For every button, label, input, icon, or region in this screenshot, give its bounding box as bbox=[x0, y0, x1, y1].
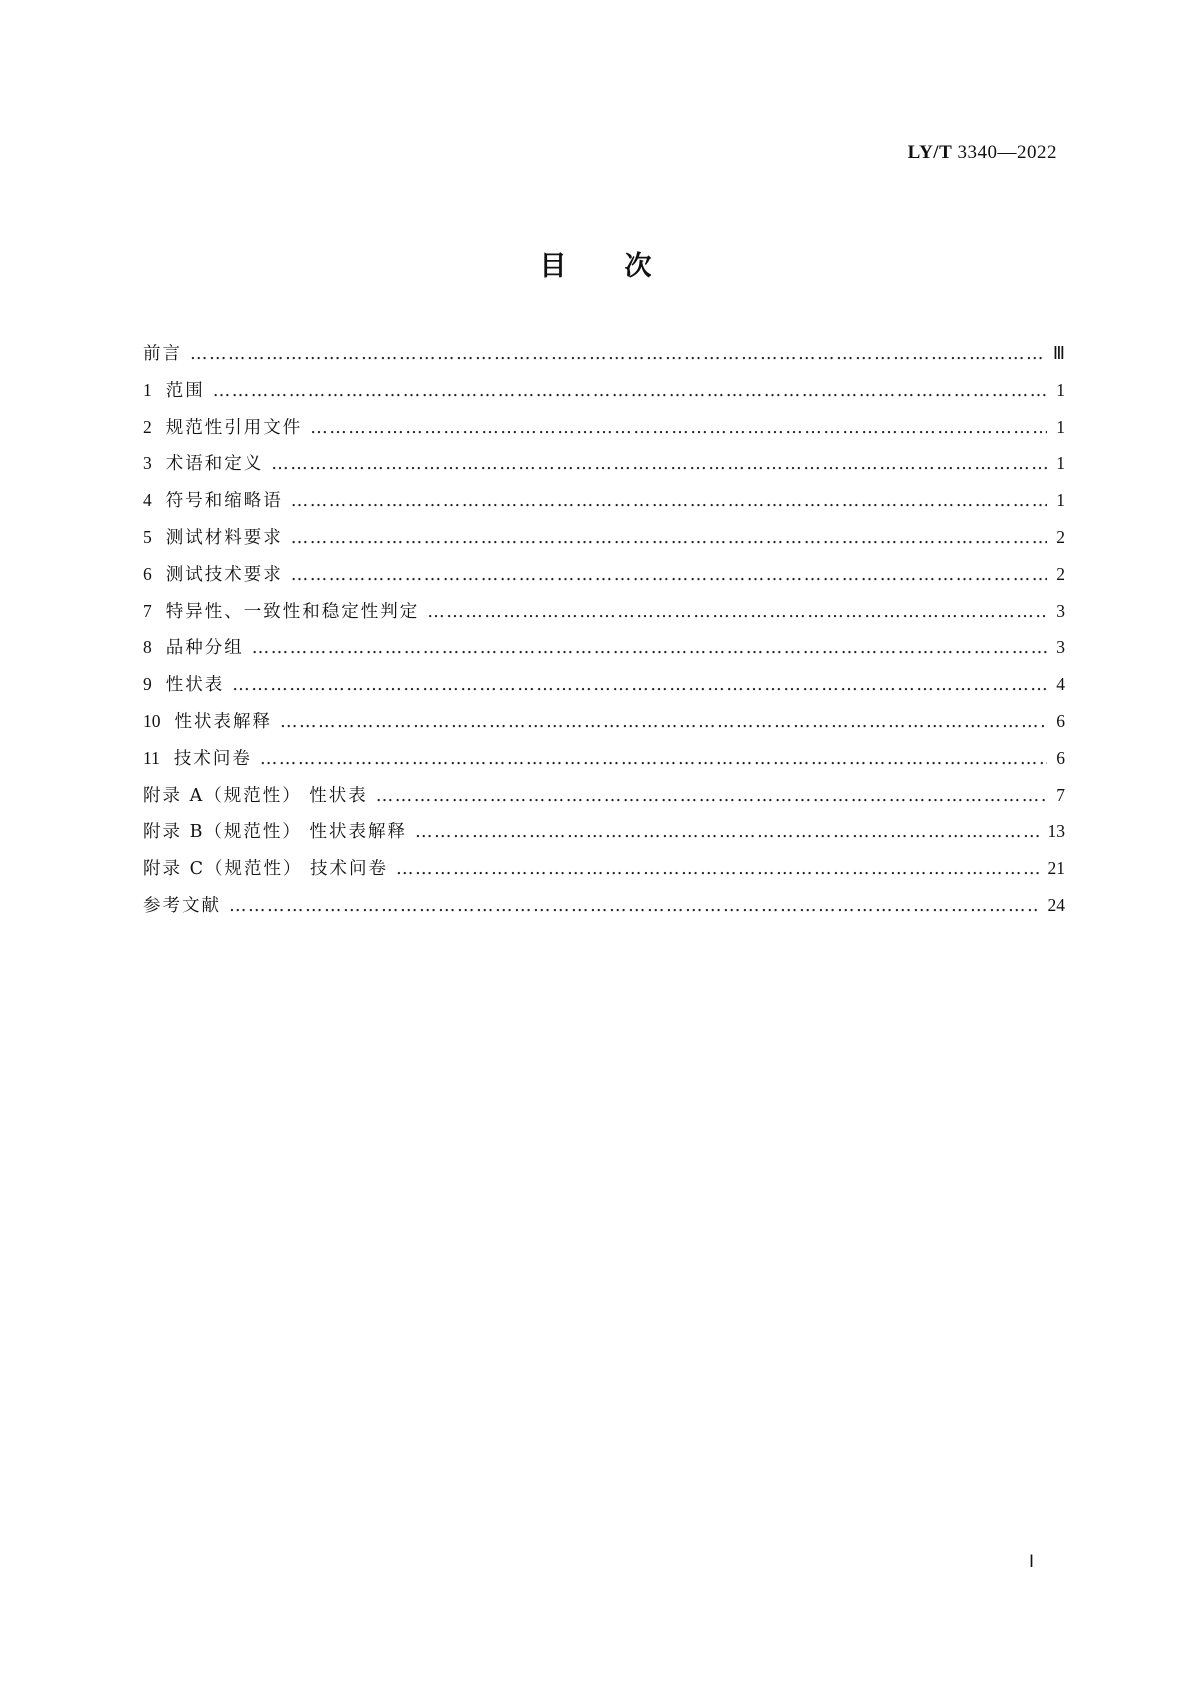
toc-entry-number: 5 bbox=[143, 526, 152, 547]
dot-leader bbox=[213, 381, 1047, 401]
toc-entry-page: 2 bbox=[1056, 526, 1065, 547]
dot-leader bbox=[396, 859, 1039, 879]
dot-leader bbox=[232, 675, 1047, 695]
toc-entry-number: 9 bbox=[143, 674, 152, 695]
toc-entry-foreword[interactable] bbox=[143, 340, 1065, 377]
toc-entry-label: 性状表解释 bbox=[174, 711, 272, 732]
toc-entry-page: 1 bbox=[1056, 416, 1065, 437]
toc-entry-annex-c[interactable] bbox=[143, 855, 1065, 892]
toc-entry-number: 8 bbox=[143, 637, 152, 658]
dot-leader bbox=[376, 786, 1047, 806]
standard-number: 3340—2022 bbox=[957, 142, 1057, 163]
dot-leader bbox=[260, 749, 1047, 769]
toc-entry-label: 符号和缩略语 bbox=[165, 491, 283, 512]
toc-entry-page: Ⅲ bbox=[1052, 343, 1065, 363]
dot-leader bbox=[415, 822, 1040, 842]
toc-entry-page: 3 bbox=[1056, 600, 1065, 621]
toc-entry-8[interactable] bbox=[143, 634, 1065, 671]
toc-entry-annex-b[interactable] bbox=[143, 818, 1065, 855]
footer-page-number: Ⅰ bbox=[1028, 1552, 1034, 1571]
toc-entry-label: 术语和定义 bbox=[165, 454, 264, 475]
toc-entry-page: 2 bbox=[1056, 563, 1065, 584]
dot-leader bbox=[252, 638, 1047, 658]
dot-leader bbox=[291, 565, 1047, 585]
standard-code bbox=[908, 142, 1057, 164]
toc-entry-9[interactable] bbox=[143, 671, 1065, 708]
toc-entry-annex-a[interactable] bbox=[143, 782, 1065, 819]
toc-entry-page: 3 bbox=[1056, 637, 1065, 658]
toc-entry-number: 3 bbox=[143, 453, 152, 474]
toc-entry-label: 特异性、一致性和稳定性判定 bbox=[165, 601, 420, 622]
toc-entry-label: 附录 A（规范性） 性状表 bbox=[143, 785, 368, 806]
toc-entry-1[interactable] bbox=[143, 377, 1065, 414]
dot-leader bbox=[280, 712, 1047, 732]
toc-entry-6[interactable] bbox=[143, 561, 1065, 598]
toc-entry-number: 1 bbox=[143, 379, 152, 400]
toc-entry-page: 4 bbox=[1056, 674, 1065, 695]
toc-entry-page: 6 bbox=[1056, 747, 1065, 768]
toc-entry-page: 1 bbox=[1056, 379, 1065, 400]
toc-entry-label: 附录 B（规范性） 性状表解释 bbox=[143, 822, 407, 843]
toc-entry-3[interactable] bbox=[143, 450, 1065, 487]
toc-entry-number: 7 bbox=[143, 600, 152, 621]
dot-leader bbox=[229, 896, 1040, 916]
toc-entry-label: 参考文献 bbox=[143, 895, 221, 916]
toc-entry-11[interactable] bbox=[143, 745, 1065, 782]
toc-entry-page: 7 bbox=[1056, 784, 1065, 805]
toc-entry-number: 2 bbox=[143, 416, 152, 437]
toc-entry-2[interactable] bbox=[143, 414, 1065, 451]
dot-leader bbox=[190, 344, 1045, 364]
toc-entry-page: 24 bbox=[1047, 894, 1065, 915]
toc-entry-10[interactable] bbox=[143, 708, 1065, 745]
toc-entry-number: 4 bbox=[143, 490, 152, 511]
toc-entry-4[interactable] bbox=[143, 487, 1065, 524]
toc-entry-label: 品种分组 bbox=[165, 638, 244, 659]
dot-leader bbox=[427, 602, 1047, 622]
toc-entry-label: 测试技术要求 bbox=[165, 564, 283, 585]
toc-entry-label: 范围 bbox=[165, 380, 205, 401]
toc-entry-page: 21 bbox=[1047, 858, 1065, 879]
toc-entry-5[interactable] bbox=[143, 524, 1065, 561]
table-of-contents bbox=[143, 340, 1065, 929]
standard-prefix: LY/T bbox=[907, 142, 953, 163]
toc-entry-label: 前言 bbox=[143, 344, 182, 364]
toc-entry-page: 6 bbox=[1056, 710, 1065, 731]
toc-entry-label: 性状表 bbox=[165, 675, 225, 696]
toc-entry-bibliography[interactable] bbox=[143, 892, 1065, 929]
toc-entry-number: 6 bbox=[143, 563, 152, 584]
dot-leader bbox=[291, 491, 1047, 511]
toc-entry-page: 1 bbox=[1056, 453, 1065, 474]
toc-entry-page: 13 bbox=[1047, 821, 1065, 842]
toc-entry-number: 11 bbox=[143, 747, 160, 768]
dot-leader bbox=[291, 528, 1047, 548]
toc-entry-page: 1 bbox=[1056, 490, 1065, 511]
toc-entry-label: 测试材料要求 bbox=[165, 527, 283, 548]
toc-entry-7[interactable] bbox=[143, 598, 1065, 635]
page-title: 目次 bbox=[539, 251, 710, 282]
toc-entry-label: 技术问卷 bbox=[173, 748, 252, 769]
toc-entry-label: 规范性引用文件 bbox=[165, 417, 303, 438]
dot-leader bbox=[271, 454, 1047, 474]
toc-entry-label: 附录 C（规范性） 技术问卷 bbox=[143, 859, 389, 880]
toc-entry-number: 10 bbox=[143, 710, 161, 731]
dot-leader bbox=[310, 418, 1047, 438]
